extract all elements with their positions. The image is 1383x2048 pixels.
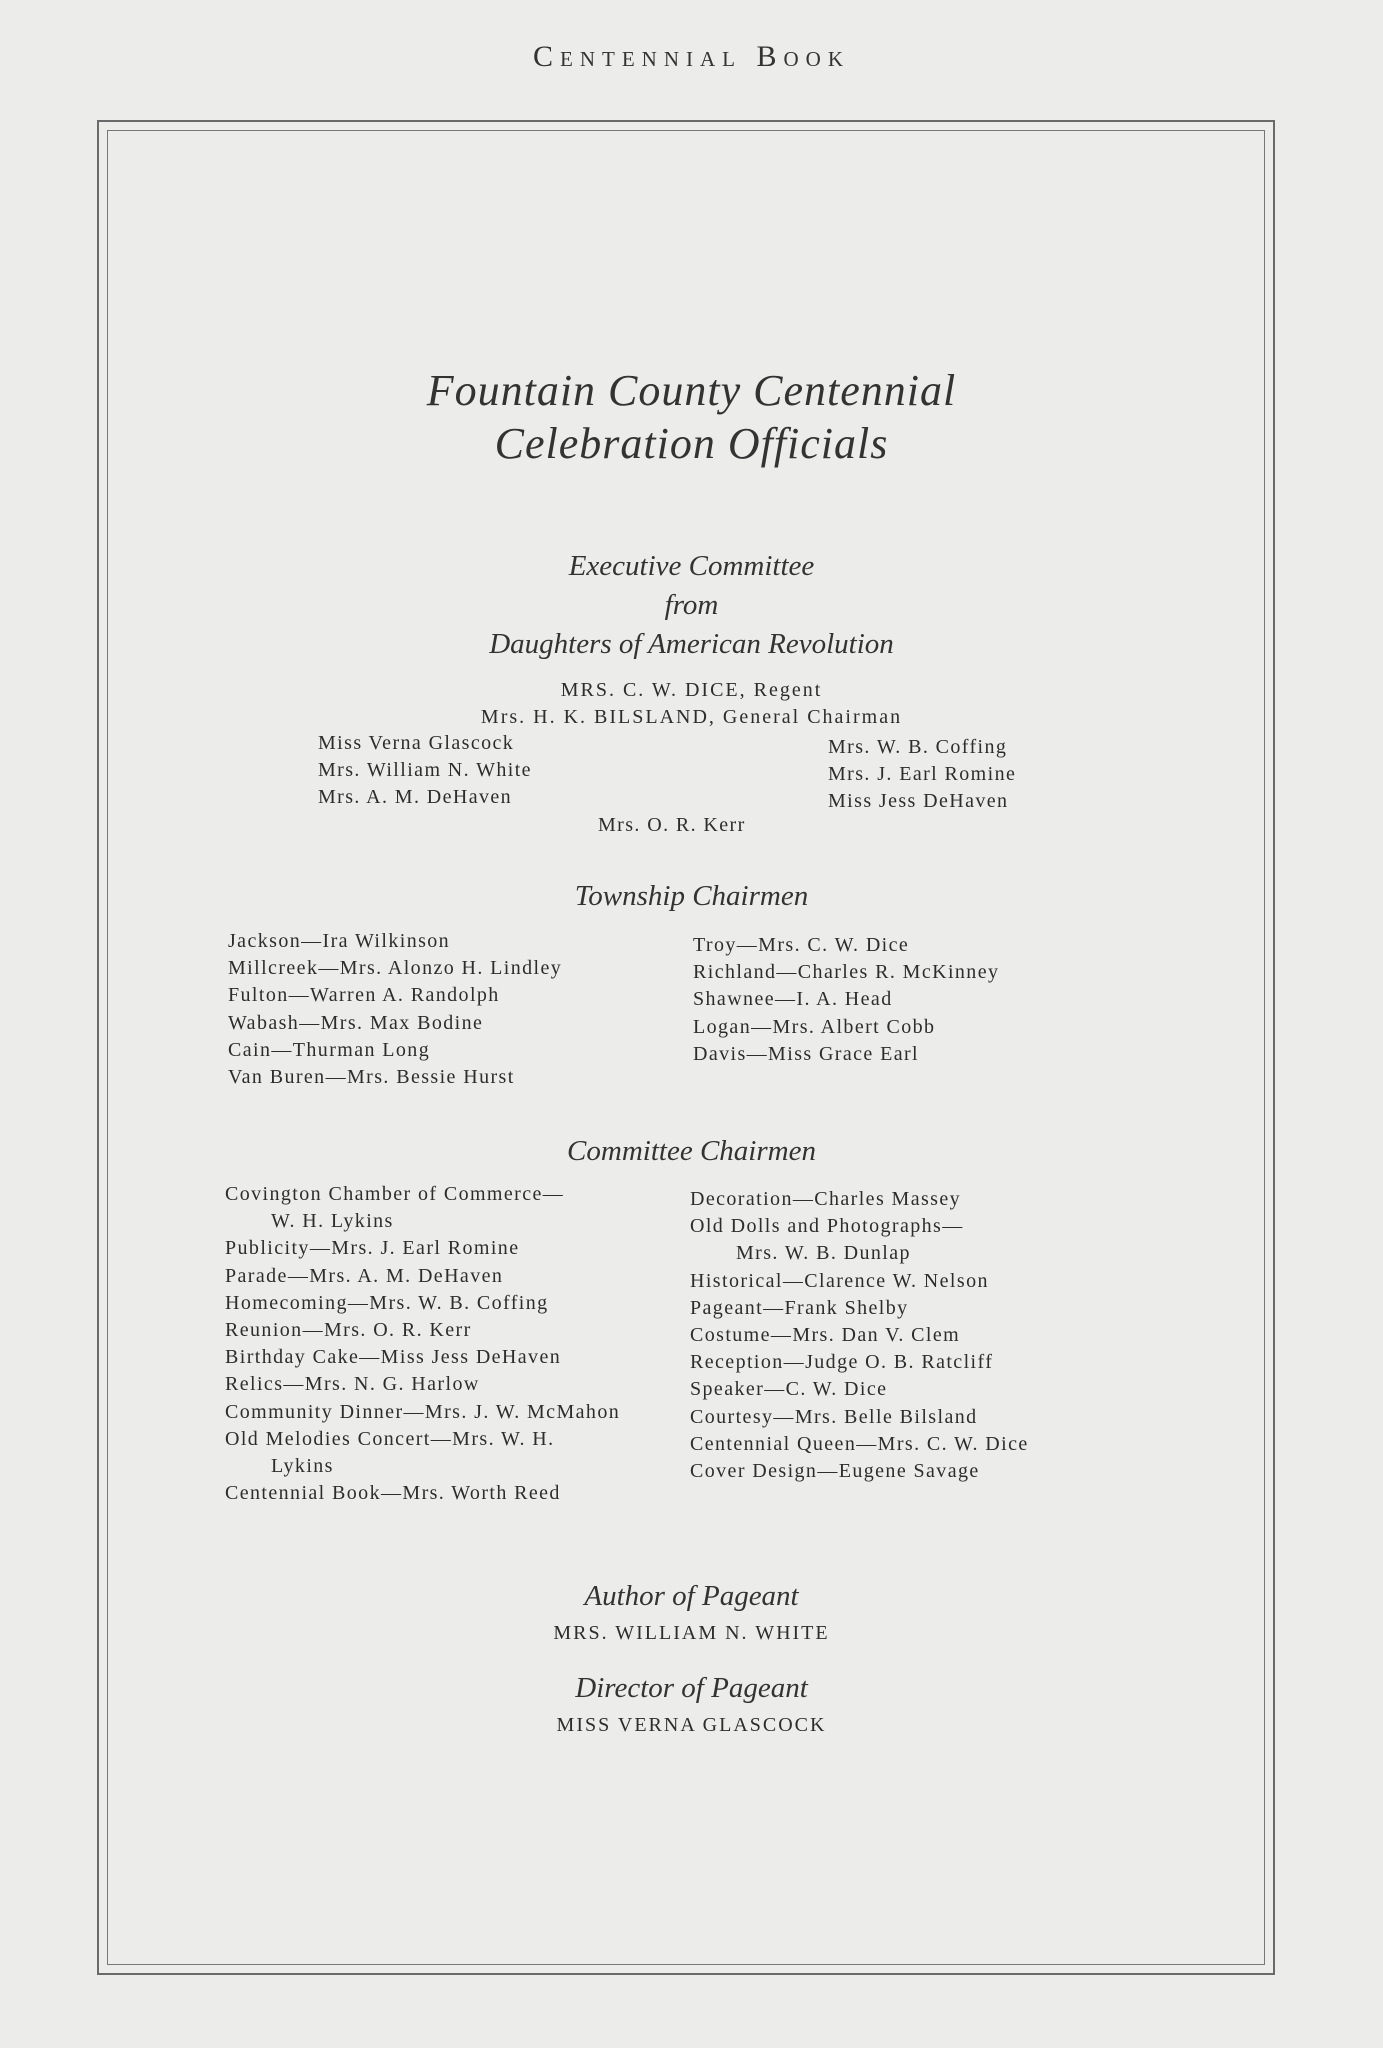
executive-heading: Executive Committee <box>568 550 815 582</box>
committee-item: Centennial Book—Mrs. Worth Reed <box>225 1482 561 1505</box>
township-item: Jackson—Ira Wilkinson <box>228 930 451 952</box>
committee-item: Centennial Queen—Mrs. C. W. Dice <box>690 1432 1029 1455</box>
committee-item: Decoration—Charles Massey <box>690 1188 962 1210</box>
township-left-list <box>228 928 562 1091</box>
committee-heading: Committee Chairmen <box>567 1135 816 1167</box>
committee-item: Covington Chamber of Commerce— <box>225 1183 565 1205</box>
executive-left-members <box>318 730 532 812</box>
committee-item: Homecoming—Mrs. W. B. Coffing <box>225 1291 549 1314</box>
executive-regent: MRS. C. W. DICE, Regent <box>560 679 823 701</box>
township-item: Wabash—Mrs. Max Bodine <box>228 1011 484 1034</box>
township-item: Davis—Miss Grace Earl <box>693 1042 920 1065</box>
executive-general-chairman: Mrs. H. K. BILSLAND, General Chairman <box>480 706 903 728</box>
executive-member: Miss Verna Glascock <box>318 732 515 754</box>
township-item: Fulton—Warren A. Randolph <box>228 984 500 1007</box>
director-name: MISS VERNA GLASCOCK <box>556 1714 827 1736</box>
executive-member: Mrs. William N. White <box>318 759 532 782</box>
committee-item: Speaker—C. W. Dice <box>690 1378 888 1401</box>
committee-item: Cover Design—Eugene Savage <box>690 1460 980 1483</box>
township-item: Millcreek—Mrs. Alonzo H. Lindley <box>228 957 563 980</box>
committee-item: Old Melodies Concert—Mrs. W. H. <box>225 1427 555 1450</box>
township-item: Troy—Mrs. C. W. Dice <box>693 934 910 956</box>
executive-last-member: Mrs. O. R. Kerr <box>598 814 746 836</box>
township-item: Logan—Mrs. Albert Cobb <box>693 1015 936 1038</box>
township-right-list <box>693 932 999 1068</box>
page-title-line-1: Fountain County Centennial <box>426 366 957 415</box>
executive-member: Miss Jess DeHaven <box>828 790 1009 813</box>
committee-item: Mrs. W. B. Dunlap <box>736 1242 911 1265</box>
township-heading: Township Chairmen <box>574 880 809 912</box>
page-title-line-2: Celebration Officials <box>494 419 889 468</box>
township-item: Shawnee—I. A. Head <box>693 988 893 1011</box>
committee-item: Relics—Mrs. N. G. Harlow <box>225 1373 480 1396</box>
committee-item: Costume—Mrs. Dan V. Clem <box>690 1324 961 1347</box>
township-item: Richland—Charles R. McKinney <box>693 961 1000 984</box>
committee-item: Reunion—Mrs. O. R. Kerr <box>225 1319 472 1342</box>
running-head: Centennial Book <box>533 40 850 73</box>
executive-member: Mrs. W. B. Coffing <box>828 736 1008 758</box>
committee-item: Parade—Mrs. A. M. DeHaven <box>225 1264 504 1287</box>
committee-item: Courtesy—Mrs. Belle Bilsland <box>690 1405 978 1428</box>
committee-right-list <box>690 1186 1029 1485</box>
committee-item: W. H. Lykins <box>271 1210 394 1233</box>
committee-item: Publicity—Mrs. J. Earl Romine <box>225 1237 520 1260</box>
committee-item: Lykins <box>271 1455 334 1478</box>
executive-right-members <box>828 734 1016 816</box>
executive-heading-from: from <box>664 589 719 621</box>
township-item: Van Buren—Mrs. Bessie Hurst <box>228 1066 515 1089</box>
committee-item: Historical—Clarence W. Nelson <box>690 1269 989 1292</box>
author-name: MRS. WILLIAM N. WHITE <box>553 1622 830 1644</box>
executive-member: Mrs. J. Earl Romine <box>828 763 1017 786</box>
committee-item: Pageant—Frank Shelby <box>690 1296 909 1319</box>
director-heading: Director of Pageant <box>575 1672 808 1704</box>
committee-left-list <box>225 1181 620 1507</box>
author-heading: Author of Pageant <box>584 1580 799 1612</box>
executive-heading-dar: Daughters of American Revolution <box>489 628 894 660</box>
committee-item: Birthday Cake—Miss Jess DeHaven <box>225 1346 562 1369</box>
committee-item: Old Dolls and Photographs— <box>690 1215 964 1238</box>
committee-item: Reception—Judge O. B. Ratcliff <box>690 1351 994 1374</box>
committee-item: Community Dinner—Mrs. J. W. McMahon <box>225 1400 621 1423</box>
executive-member: Mrs. A. M. DeHaven <box>318 786 513 809</box>
township-item: Cain—Thurman Long <box>228 1038 431 1061</box>
